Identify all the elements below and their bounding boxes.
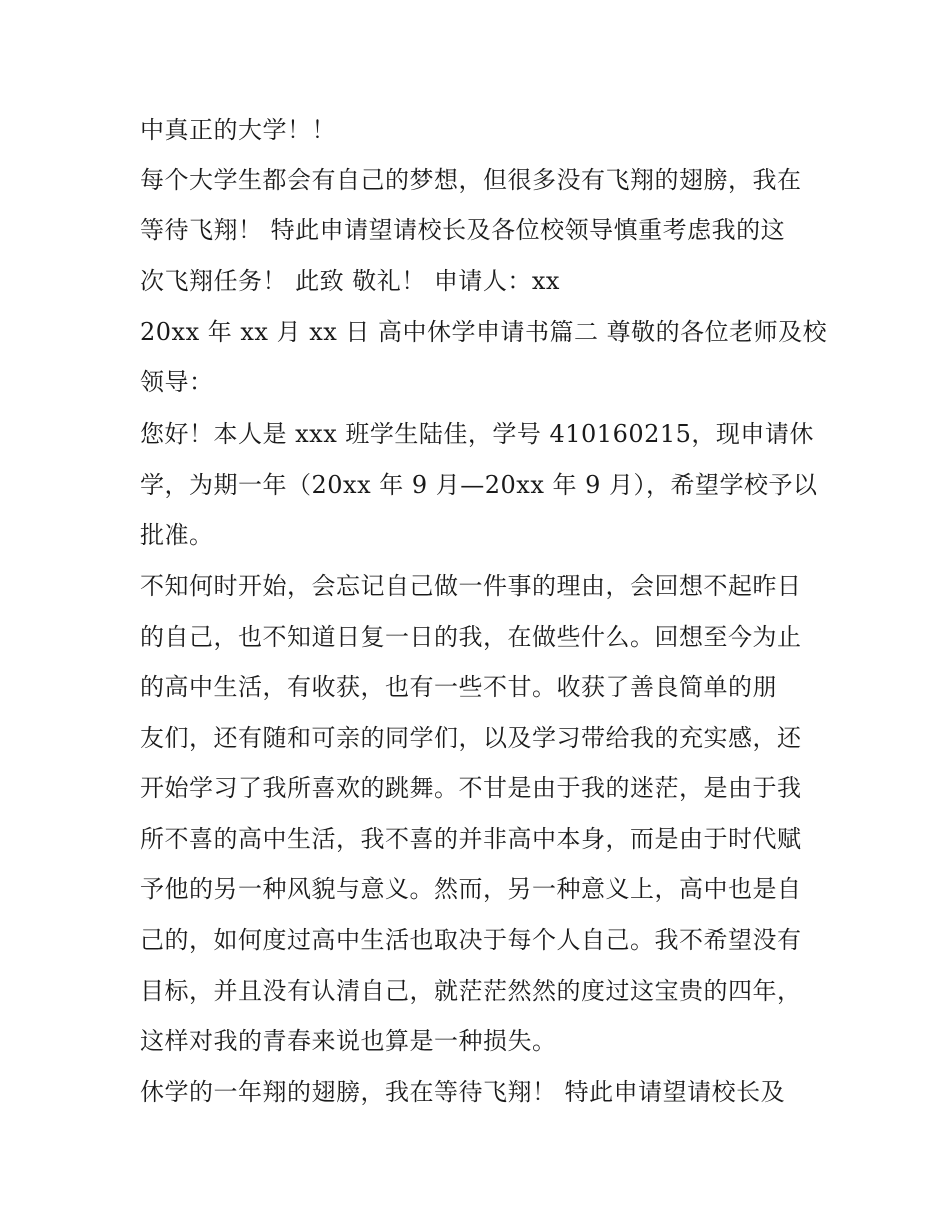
text-line: 学，为期一年（20xx 年 9 月—20xx 年 9 月），希望学校予以 — [140, 471, 818, 499]
text-line: 的自己，也不知道日复一日的我，在做些什么。回想至今为止 — [140, 623, 802, 651]
text-line: 每个大学生都会有自己的梦想，但很多没有飞翔的翅膀，我在 — [140, 166, 802, 194]
text-line: 次飞翔任务！ 此致 敬礼！ 申请人：xx — [140, 267, 560, 295]
text-line: 您好！本人是 xxx 班学生陆佳，学号 410160215，现申请休 — [140, 420, 814, 448]
text-line: 不知何时开始，会忘记自己做一件事的理由，会回想不起昨日 — [140, 572, 802, 600]
text-line: 予他的另一种风貌与意义。然而，另一种意义上，高中也是自 — [140, 875, 802, 903]
text-line: 批准。 — [140, 521, 214, 549]
text-line: 等待飞翔！ 特此申请望请校长及各位校领导慎重考虑我的这 — [140, 216, 786, 244]
text-line: 的高中生活，有收获，也有一些不甘。收获了善良简单的朋 — [140, 673, 777, 701]
text-line: 20xx 年 xx 月 xx 日 高中休学申请书篇二 尊敬的各位老师及校 — [140, 318, 828, 346]
text-line: 己的，如何度过高中生活也取决于每个人自己。我不希望没有 — [140, 926, 802, 954]
text-line: 目标，并且没有认清自己，就茫茫然然的度过这宝贵的四年， — [140, 977, 802, 1005]
text-line: 开始学习了我所喜欢的跳舞。不甘是由于我的迷茫，是由于我 — [140, 774, 802, 802]
text-line: 中真正的大学！！ — [140, 116, 336, 144]
text-line: 所不喜的高中生活，我不喜的并非高中本身，而是由于时代赋 — [140, 825, 802, 853]
text-line: 领导： — [140, 368, 214, 396]
text-line: 这样对我的青春来说也算是一种损失。 — [140, 1027, 557, 1055]
text-line: 休学的一年翔的翅膀，我在等待飞翔！ 特此申请望请校长及 — [140, 1078, 786, 1106]
text-line: 友们，还有随和可亲的同学们，以及学习带给我的充实感，还 — [140, 724, 802, 752]
